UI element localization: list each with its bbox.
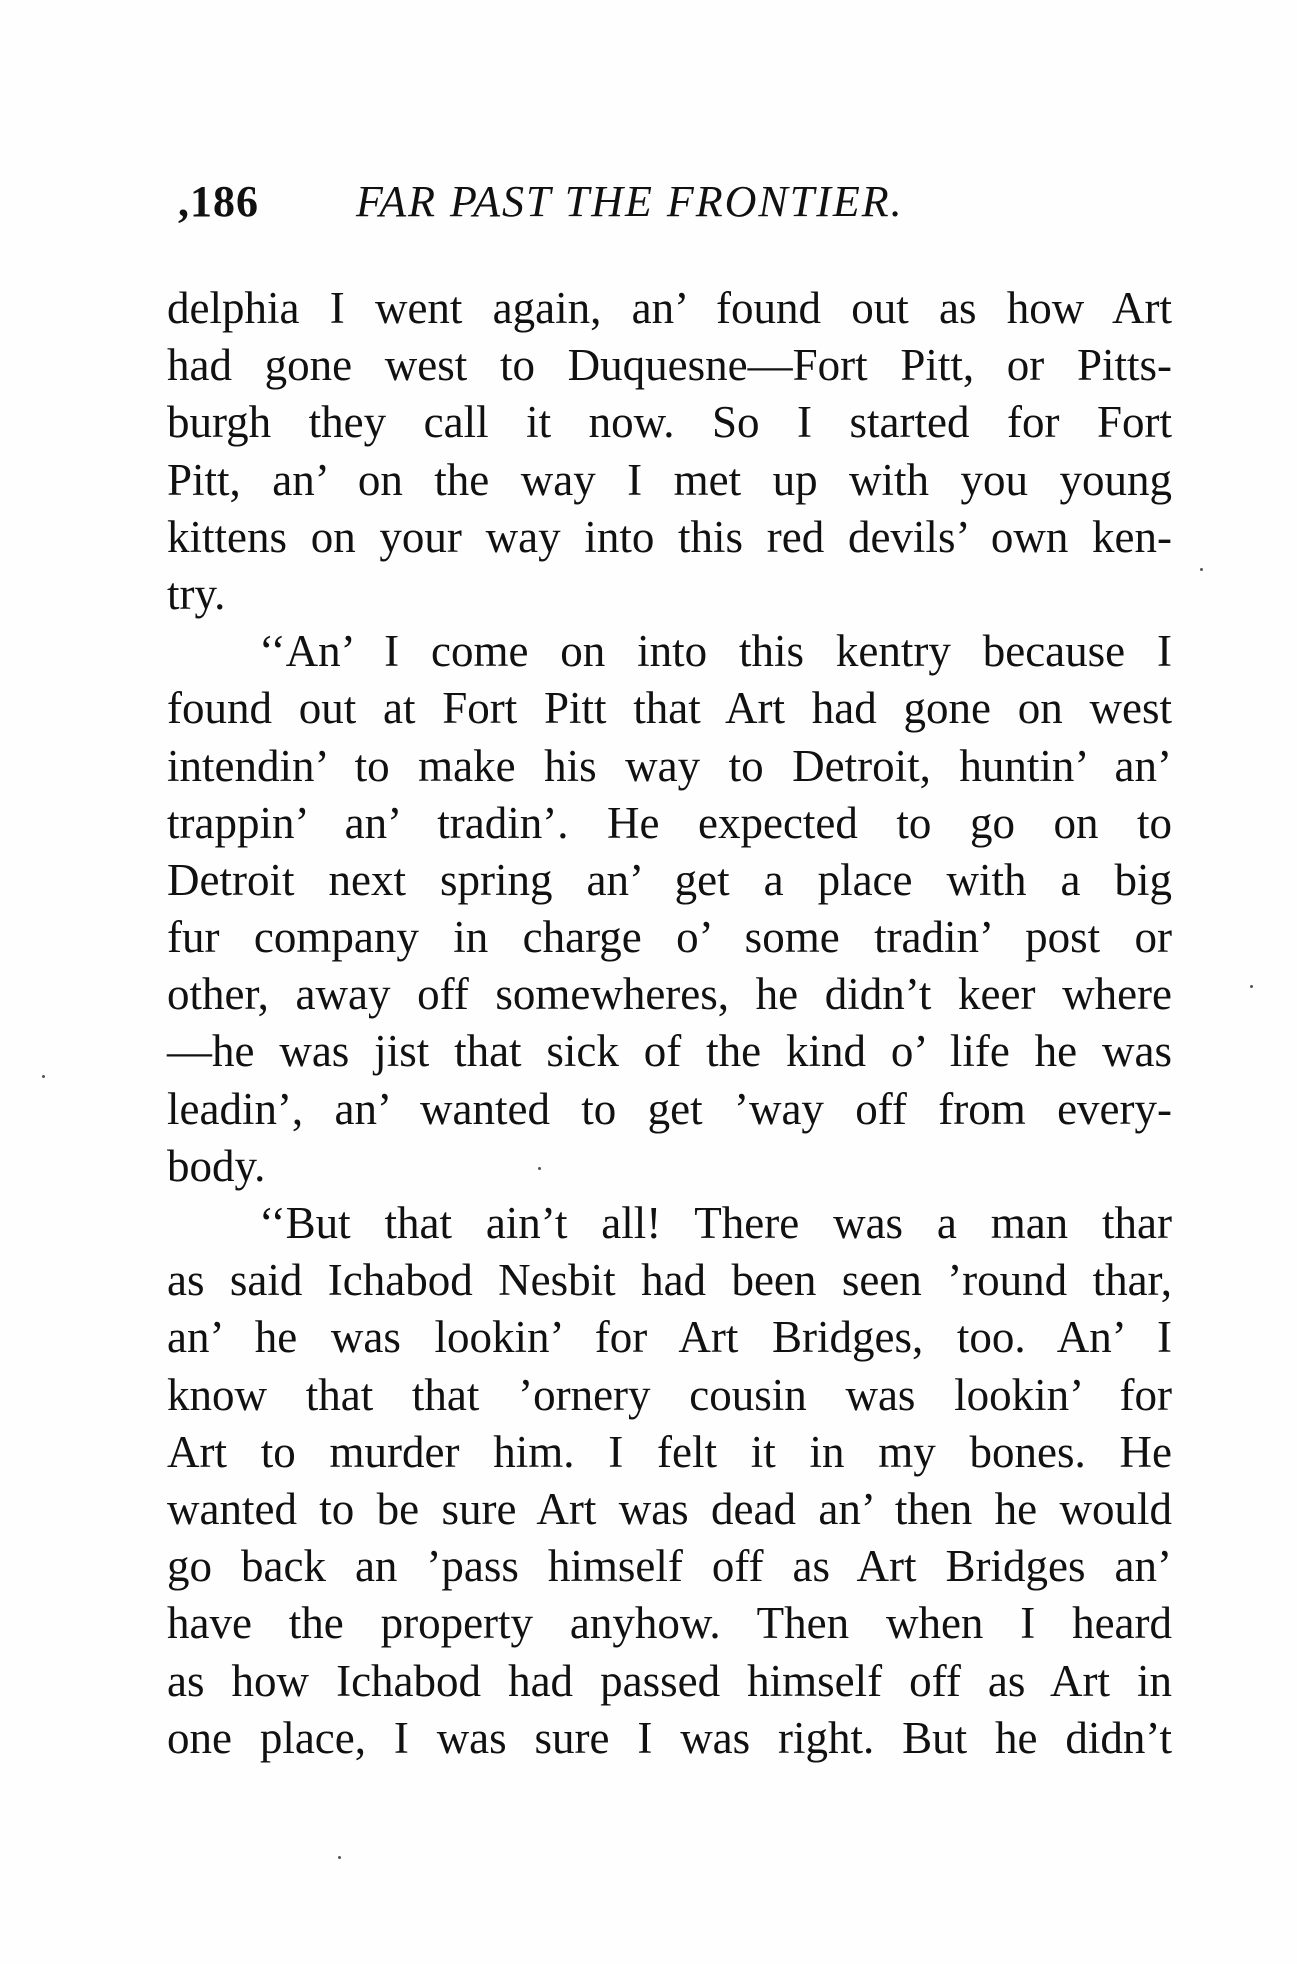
scan-speck (538, 1167, 541, 1170)
page-number: ,186 (178, 177, 259, 226)
text-line: try. (167, 568, 226, 619)
page-header (178, 172, 1178, 232)
text-line: found out at Fort Pitt that Art had gone on west (167, 683, 1172, 734)
text-line: leadin’, an’ wanted to get ’way off from every- (167, 1083, 1172, 1134)
text-line: burgh they call it now. So I started for Fort (167, 397, 1172, 448)
text-line: other, away off somewheres, he didn’t keer where (167, 969, 1172, 1020)
text-line: had gone west to Duquesne—Fort Pitt, or Pitts- (167, 340, 1172, 391)
text-line: body. (167, 1140, 266, 1191)
text-line: intendin’ to make his way to Detroit, huntin’ an’ (167, 740, 1172, 791)
text-line: one place, I was sure I was right. But he didn’t (167, 1712, 1172, 1763)
text-line: wanted to be sure Art was dead an’ then he would (167, 1483, 1172, 1534)
running-title: FAR PAST THE FRONTIER. (356, 177, 904, 226)
scan-speck (338, 1856, 341, 1859)
text-line: an’ he was lookin’ for Art Bridges, too. An’ I (167, 1312, 1172, 1363)
text-line: Art to murder him. I felt it in my bones. He (167, 1426, 1172, 1477)
text-line: Pitt, an’ on the way I met up with you young (167, 454, 1172, 505)
text-line: kittens on your way into this red devils’ own ken- (167, 511, 1172, 562)
text-line: ‘‘An’ I come on into this kentry because I (259, 626, 1172, 677)
text-line: as how Ichabod had passed himself off as Art in (167, 1655, 1172, 1706)
text-line: delphia I went again, an’ found out as how Art (167, 283, 1172, 333)
text-line: trappin’ an’ tradin’. He expected to go on to (167, 797, 1172, 848)
text-line: as said Ichabod Nesbit had been seen ’round thar, (167, 1255, 1172, 1306)
text-line: have the property anyhow. Then when I heard (167, 1598, 1172, 1649)
text-line: Detroit next spring an’ get a place with a big (167, 854, 1172, 905)
text-line: ‘‘But that ain’t all! There was a man thar (259, 1198, 1172, 1248)
text-line: —he was jist that sick of the kind o’ life he was (167, 1026, 1172, 1077)
body-text (167, 280, 1172, 1767)
text-line: go back an ’pass himself off as Art Bridges an’ (167, 1541, 1172, 1592)
text-line: know that that ’ornery cousin was lookin’ for (167, 1369, 1172, 1420)
scan-speck (1250, 985, 1253, 988)
text-line: fur company in charge o’ some tradin’ post or (167, 912, 1172, 963)
scan-speck (42, 1075, 45, 1078)
scan-speck (1200, 568, 1203, 571)
